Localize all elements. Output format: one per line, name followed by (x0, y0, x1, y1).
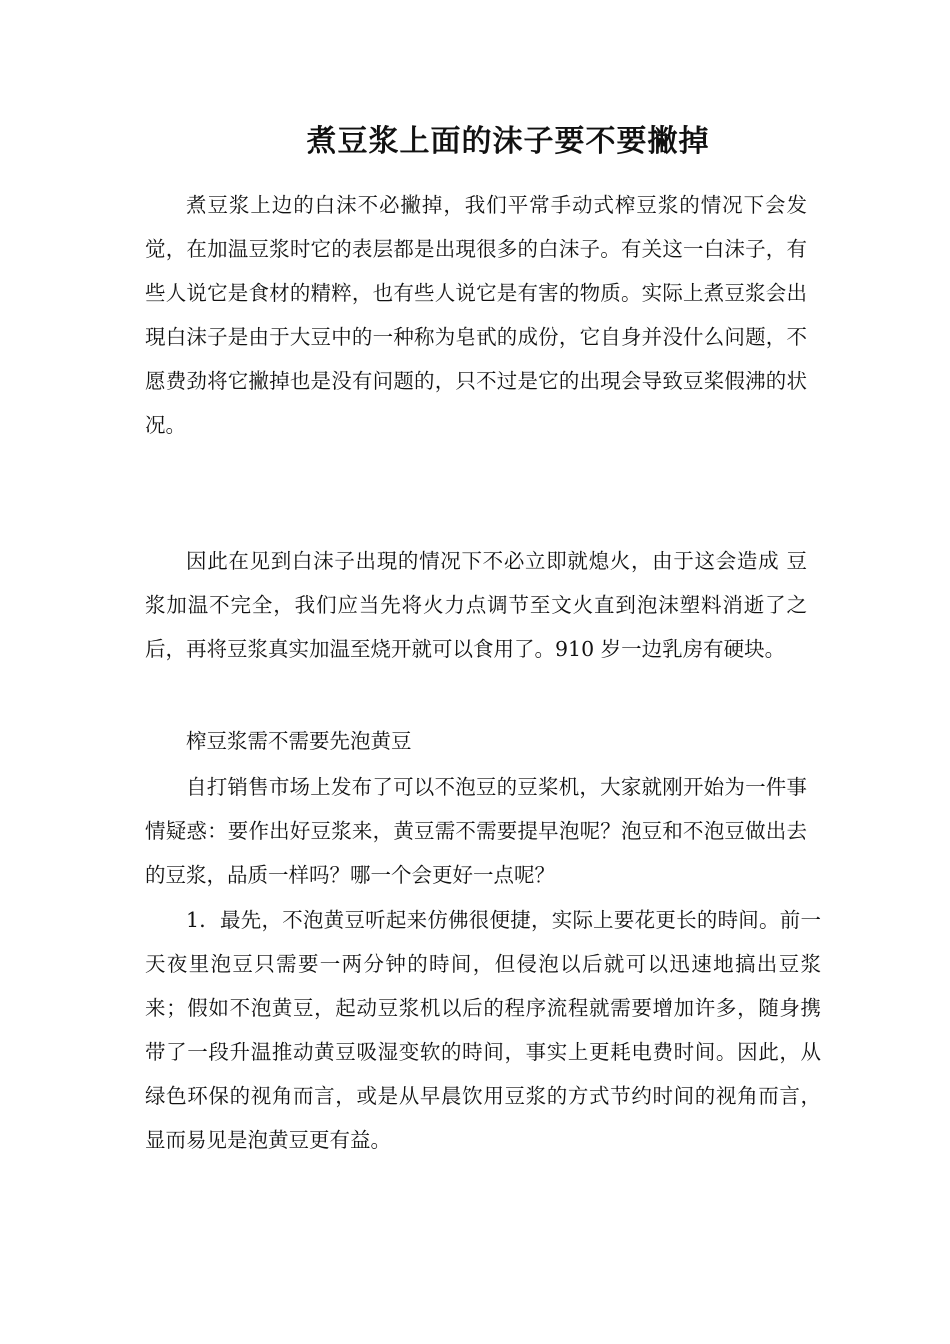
paragraph-foam-explanation: 煮豆浆上边的白沫不必撇掉，我们平常手动式榨豆浆的情况下会发觉，在加温豆浆时它的表层都是出現很多的白沫子。有关这一白沫子，有些人说它是食材的精粹，也有些人说它是有害的物质。实际上煮豆浆会出現白沫子是由于大豆中的一种称为皂甙的成份，它自身并没什么问题，不愿费劲将它撇掉也是没有问题的，只不过是它的出現会导致豆桨假沸的状况。 (145, 193, 807, 437)
paragraph-point-one: 1．最先，不泡黄豆听起来仿佛很便捷，实际上要花更长的時间。前一天夜里泡豆只需要一两分钟的時间，但侵泡以后就可以迅速地搞出豆浆来；假如不泡黄豆，起动豆浆机以后的程序流程就需要增加许多，随身携带了一段升温推动黄豆吸湿变软的時间，事实上更耗电费时间。因此，从绿色环保的视角而言，或是从早晨饮用豆浆的方式节约时间的视角而言，显而易见是泡黄豆更有益。 (145, 908, 821, 1152)
paragraph-heating-advice: 因此在见到白沫子出現的情况下不必立即就熄火，由于这会造成 豆浆加温不完全，我们应当先将火力点调节至文火直到泡沫塑料消逝了之后，再将豆浆真实加温至烧开就可以食用了。910 岁一边乳房有硬块。 (145, 549, 807, 661)
paragraph-soak-question: 自打销售市场上发布了可以不泡豆的豆桨机，大家就刚开始为一件事情疑惑：要作出好豆浆来，黄豆需不需要提早泡呢？泡豆和不泡豆做出去的豆浆，品质一样吗？哪一个会更好一点呢？ (145, 775, 807, 887)
section-heading-soak-beans: 榨豆浆需不需要先泡黄豆 (186, 729, 412, 753)
document-title: 煮豆浆上面的沫子要不要撇掉 (306, 124, 710, 159)
